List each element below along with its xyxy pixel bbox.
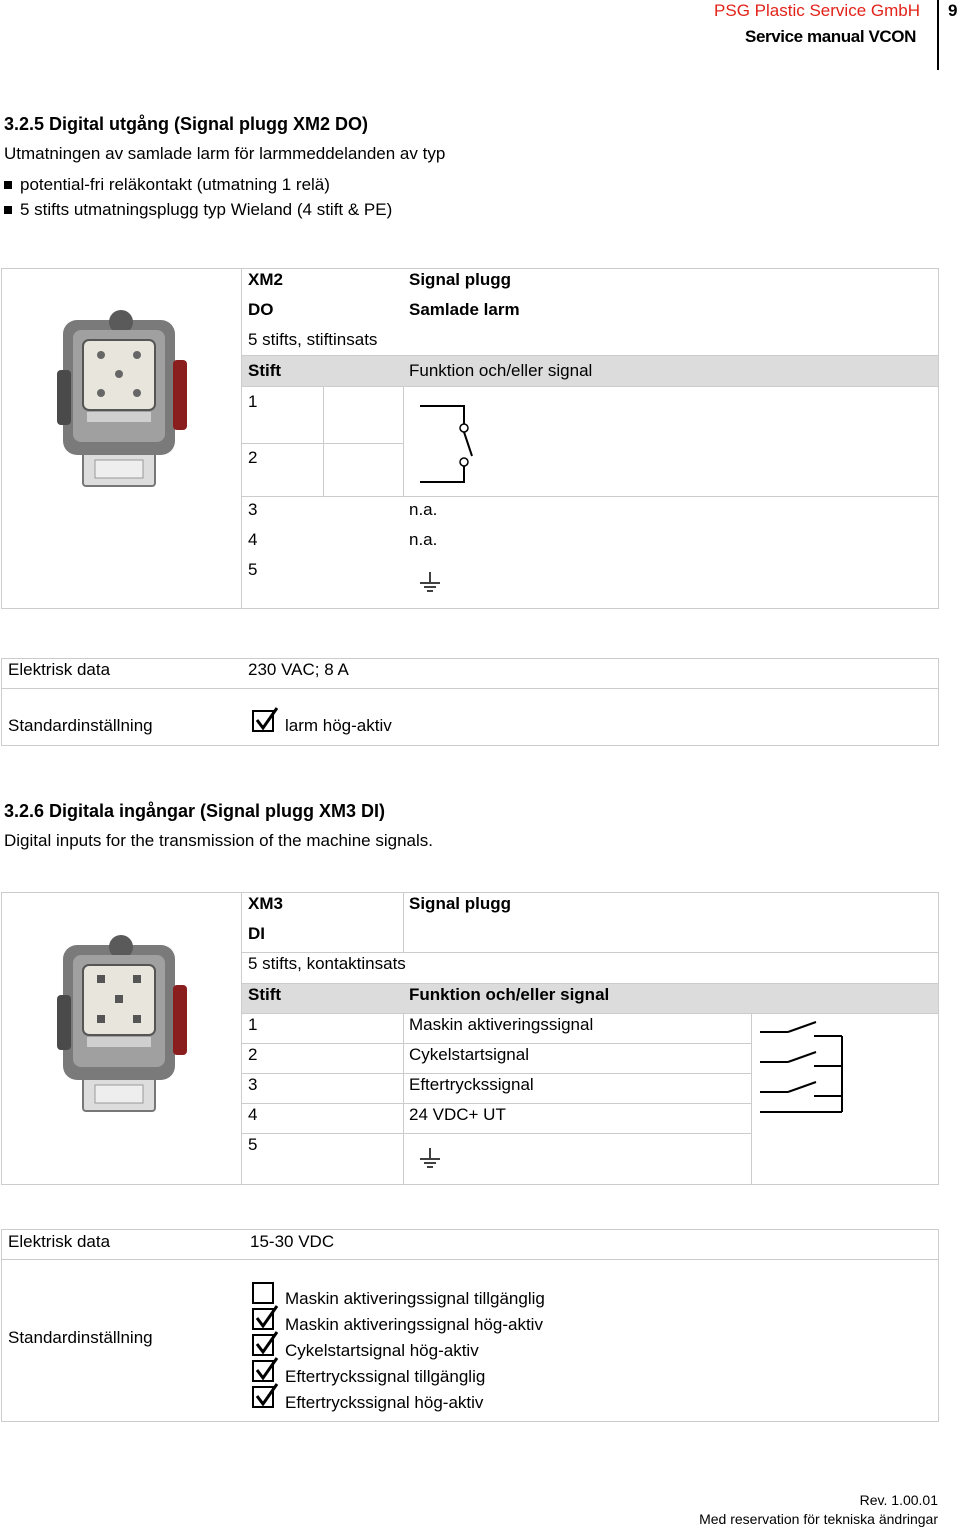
bullet-item: potential-fri reläkontakt (utmatning 1 relä) xyxy=(20,175,330,194)
pin-number: 5 xyxy=(248,1135,258,1154)
pin-number: 1 xyxy=(248,392,258,411)
checkbox-label: Eftertryckssignal tillgänglig xyxy=(285,1367,486,1386)
electrical-data-value: 15-30 VDC xyxy=(250,1232,335,1251)
table-divider xyxy=(241,892,242,1185)
checkbox-checked[interactable] xyxy=(252,1308,274,1330)
checkbox-label: Maskin aktiveringssignal tillgänglig xyxy=(285,1289,545,1308)
pin-function: n.a. xyxy=(409,500,438,519)
checkbox-label: Maskin aktiveringssignal hög-aktiv xyxy=(285,1315,543,1334)
relay-contact-symbol xyxy=(418,400,478,484)
table-divider xyxy=(323,386,324,496)
table-divider xyxy=(403,892,404,952)
manual-title: Service manual VCON xyxy=(745,27,916,46)
column-header-function: Funktion och/eller signal xyxy=(409,361,593,380)
revision: Rev. 1.00.01 xyxy=(859,1492,938,1508)
table-divider xyxy=(241,268,242,609)
pin-function: Maskin aktiveringssignal xyxy=(409,1015,594,1034)
checkbox-checked[interactable] xyxy=(252,710,274,732)
column-header-pin: Stift xyxy=(248,361,282,380)
pin-number: 4 xyxy=(248,530,258,549)
checkbox-label: Cykelstartsignal hög-aktiv xyxy=(285,1341,479,1360)
connector-id: XM3 xyxy=(248,894,283,913)
checkbox-unchecked[interactable] xyxy=(252,1282,274,1304)
column-header-pin: Stift xyxy=(248,985,282,1004)
pin-function: Cykelstartsignal xyxy=(409,1045,529,1064)
section-heading-xm2: 3.2.5 Digital utgång (Signal plugg XM2 DO) xyxy=(4,114,369,134)
pin-number: 1 xyxy=(248,1015,258,1034)
signal-title: Signal plugg xyxy=(409,894,511,913)
table-divider xyxy=(2,688,938,689)
electrical-data-label: Elektrisk data xyxy=(8,1232,111,1251)
insert-type: 5 stifts, kontaktinsats xyxy=(248,954,406,973)
signal-subtitle: Samlade larm xyxy=(409,300,520,319)
table-divider xyxy=(242,386,938,387)
signal-title: Signal plugg xyxy=(409,270,511,289)
pin-function: 24 VDC+ UT xyxy=(409,1105,506,1124)
table-divider xyxy=(242,1103,751,1104)
section-heading-xm3: 3.2.6 Digitala ingångar (Signal plugg XM3 DI) xyxy=(4,801,386,821)
table-divider xyxy=(242,355,938,356)
connector-photo-xm3 xyxy=(55,925,190,1115)
default-setting-label: Standardinställning xyxy=(8,1328,153,1347)
ground-symbol xyxy=(418,1146,442,1172)
connector-type: DO xyxy=(248,300,274,319)
table-divider xyxy=(242,1073,751,1074)
table-divider xyxy=(242,983,938,984)
pin-number: 5 xyxy=(248,560,258,579)
connector-type: DI xyxy=(248,924,265,943)
table-divider xyxy=(403,1013,404,1185)
table-divider xyxy=(242,952,938,953)
pin-number: 3 xyxy=(248,1075,258,1094)
connector-photo-xm2 xyxy=(55,300,190,490)
checkbox-checked[interactable] xyxy=(252,1386,274,1408)
checkbox-checked[interactable] xyxy=(252,1334,274,1356)
checkbox-label: larm hög-aktiv xyxy=(285,716,392,735)
checkbox-label: Eftertryckssignal hög-aktiv xyxy=(285,1393,484,1412)
checkbox-checked[interactable] xyxy=(252,1360,274,1382)
default-setting-label: Standardinställning xyxy=(8,716,153,735)
table-divider xyxy=(242,496,938,497)
disclaimer: Med reservation för tekniska ändringar xyxy=(699,1511,938,1527)
insert-type: 5 stifts, stiftinsats xyxy=(248,330,378,349)
electrical-data-value: 230 VAC; 8 A xyxy=(248,660,349,679)
table-divider xyxy=(2,1259,938,1260)
bullet-marker xyxy=(4,206,12,214)
pin-number: 4 xyxy=(248,1105,258,1124)
section-intro-xm3: Digital inputs for the transmission of the machine signals. xyxy=(4,831,433,850)
pin-number: 2 xyxy=(248,1045,258,1064)
column-header-function: Funktion och/eller signal xyxy=(409,985,610,1004)
pin-function: Eftertryckssignal xyxy=(409,1075,534,1094)
connector-id: XM2 xyxy=(248,270,283,289)
pin-number: 3 xyxy=(248,500,258,519)
input-switch-diagram xyxy=(758,1016,848,1120)
table-divider xyxy=(242,1043,751,1044)
bullet-item: 5 stifts utmatningsplugg typ Wieland (4 stift & PE) xyxy=(20,200,393,219)
page-number: 9 xyxy=(948,1,958,20)
table-divider xyxy=(242,1133,751,1134)
section-intro-xm2: Utmatningen av samlade larm för larmmeddelanden av typ xyxy=(4,144,446,163)
pin-function: n.a. xyxy=(409,530,438,549)
company-name: PSG Plastic Service GmbH xyxy=(714,1,920,20)
table-divider xyxy=(751,1013,752,1185)
table-divider xyxy=(242,1013,938,1014)
electrical-data-label: Elektrisk data xyxy=(8,660,111,679)
bullet-marker xyxy=(4,181,12,189)
ground-symbol xyxy=(418,570,442,596)
pin-number: 2 xyxy=(248,448,258,467)
header-divider xyxy=(937,0,939,70)
table-divider xyxy=(403,386,404,496)
